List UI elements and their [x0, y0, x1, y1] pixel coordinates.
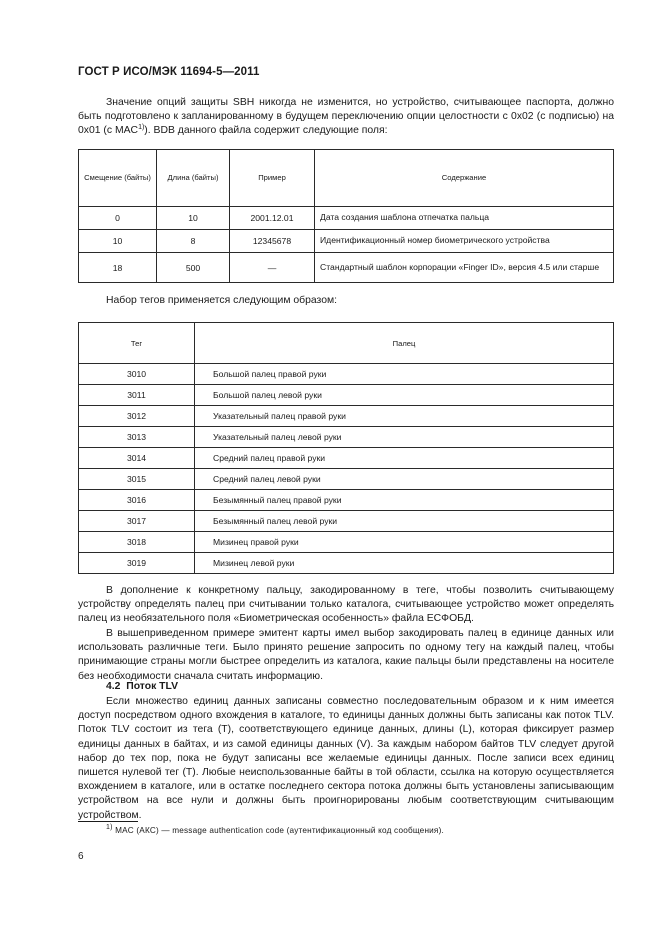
table-row	[79, 532, 614, 553]
table-row	[79, 469, 614, 490]
content-cell: Стандартный шаблон корпорации «Finger ID», версия 4.5 или старше	[315, 253, 614, 283]
tag-cell: 3015	[79, 469, 195, 490]
finger-paragraph: В дополнение к конкретному пальцу, закодированному в теге, чтобы позволить считывающему устройству определять палец при считывании только каталога, считывающее устройство может определять палец из необязательного поля «Биометрическая особенность» файла ЕСФОБД.	[78, 585, 614, 625]
table-header-row	[79, 150, 614, 207]
content-cell: Идентификационный номер биометрического устройства	[315, 230, 614, 253]
finger-cell: Указательный палец правой руки	[195, 406, 614, 427]
col-finger-header: Палец	[195, 323, 614, 364]
footnote-ref: 1)	[138, 124, 145, 132]
col-tag-header: Тег	[79, 323, 195, 364]
table-row	[79, 490, 614, 511]
section-title: Поток TLV	[126, 681, 179, 692]
content-cell: Дата создания шаблона отпечатка пальца	[315, 207, 614, 230]
tag-cell: 3016	[79, 490, 195, 511]
finger-cell: Большой палец левой руки	[195, 385, 614, 406]
tag-cell: 3013	[79, 427, 195, 448]
col-length-header: Длина (байты)	[157, 150, 230, 207]
table-row	[79, 448, 614, 469]
example-cell: 12345678	[230, 230, 315, 253]
tag-cell: 3018	[79, 532, 195, 553]
table-row	[79, 253, 614, 283]
finger-tags-table	[78, 322, 614, 574]
table-row	[79, 406, 614, 427]
section-heading	[106, 681, 178, 692]
table-row	[79, 511, 614, 532]
finger-cell: Мизинец правой руки	[195, 532, 614, 553]
offset-cell: 10	[79, 230, 157, 253]
table-row	[79, 427, 614, 448]
tag-cell: 3010	[79, 364, 195, 385]
document-header: ГОСТ Р ИСО/МЭК 11694-5—2011	[78, 66, 260, 78]
finger-cell: Средний палец левой руки	[195, 469, 614, 490]
footnote-mark: 1)	[106, 824, 113, 831]
tlv-paragraph: Если множество единиц данных записаны совместно последовательным образом и к ним имеется доступ посредством одного вхождения в каталоге, то единицы данных должны быть записаны как поток TLV. Поток TLV состоит из тега (T), соответствующего единице данных, длины (L), которая фиксирует размер единицы данных в байтах, и из самой единицы данных (V). За каждым набором байтов TLV следует другой набор до тех пор, пока не будут записаны все желаемые единицы данных. После записи всех единиц пишется нулевой тег (T). Любые неиспользованные байты в той области, ссылка на которую осуществляется вхождением в каталоге, или в остатке последнего сектора потока должны быть установлены записывающим устройством на все нули и должны быть проигнорированы любым соответствующим считывающим устройством.	[78, 696, 614, 821]
intro-text: Значение опций защиты SBH никогда не изменится, но устройство, считывающее паспорта, должно быть подготовлено к запланированному в будущем переключению опции целостности с 0x02 (с подписью) на 0x01 (с MAC	[78, 97, 614, 137]
length-cell: 10	[157, 207, 230, 230]
tag-cell: 3012	[79, 406, 195, 427]
page-number: 6	[78, 851, 84, 862]
bdb-fields-table	[78, 149, 614, 283]
offset-cell: 0	[79, 207, 157, 230]
tag-cell: 3019	[79, 553, 195, 574]
example-cell: 2001.12.01	[230, 207, 315, 230]
table-row	[79, 385, 614, 406]
col-content-header: Содержание	[315, 150, 614, 207]
footnote-divider	[78, 821, 138, 822]
example-cell: —	[230, 253, 315, 283]
finger-cell: Безымянный палец левой руки	[195, 511, 614, 532]
col-example-header: Пример	[230, 150, 315, 207]
table-row	[79, 230, 614, 253]
intro-text-after: ). BDB данного файла содержит следующие поля:	[144, 125, 388, 137]
offset-cell: 18	[79, 253, 157, 283]
footnote-text: MAC (АКС) — message authentication code (аутентификационный код сообщения).	[115, 826, 444, 835]
table-row	[79, 207, 614, 230]
finger-cell: Указательный палец левой руки	[195, 427, 614, 448]
example-paragraph: В вышеприведенном примере эмитент карты имел выбор закодировать палец в единице данных или использовать различные теги. Было принято решение запросить по одному тегу на каждый палец, чтобы принимающие страны могли быстрее определить из каталога, какие пальцы были представлены на носителе без необходимости сначала считать информацию.	[78, 628, 614, 682]
tags-intro-paragraph: Набор тегов применяется следующим образом:	[106, 295, 337, 306]
section-number: 4.2	[106, 681, 121, 692]
finger-cell: Большой палец правой руки	[195, 364, 614, 385]
finger-cell: Безымянный палец правой руки	[195, 490, 614, 511]
finger-cell: Мизинец левой руки	[195, 553, 614, 574]
tag-cell: 3014	[79, 448, 195, 469]
footnote	[106, 826, 444, 835]
table-row	[79, 364, 614, 385]
table-header-row	[79, 323, 614, 364]
intro-paragraph	[78, 96, 614, 139]
length-cell: 500	[157, 253, 230, 283]
tag-cell: 3017	[79, 511, 195, 532]
length-cell: 8	[157, 230, 230, 253]
finger-cell: Средний палец правой руки	[195, 448, 614, 469]
table-row	[79, 553, 614, 574]
tag-cell: 3011	[79, 385, 195, 406]
col-offset-header: Смещение (байты)	[79, 150, 157, 207]
